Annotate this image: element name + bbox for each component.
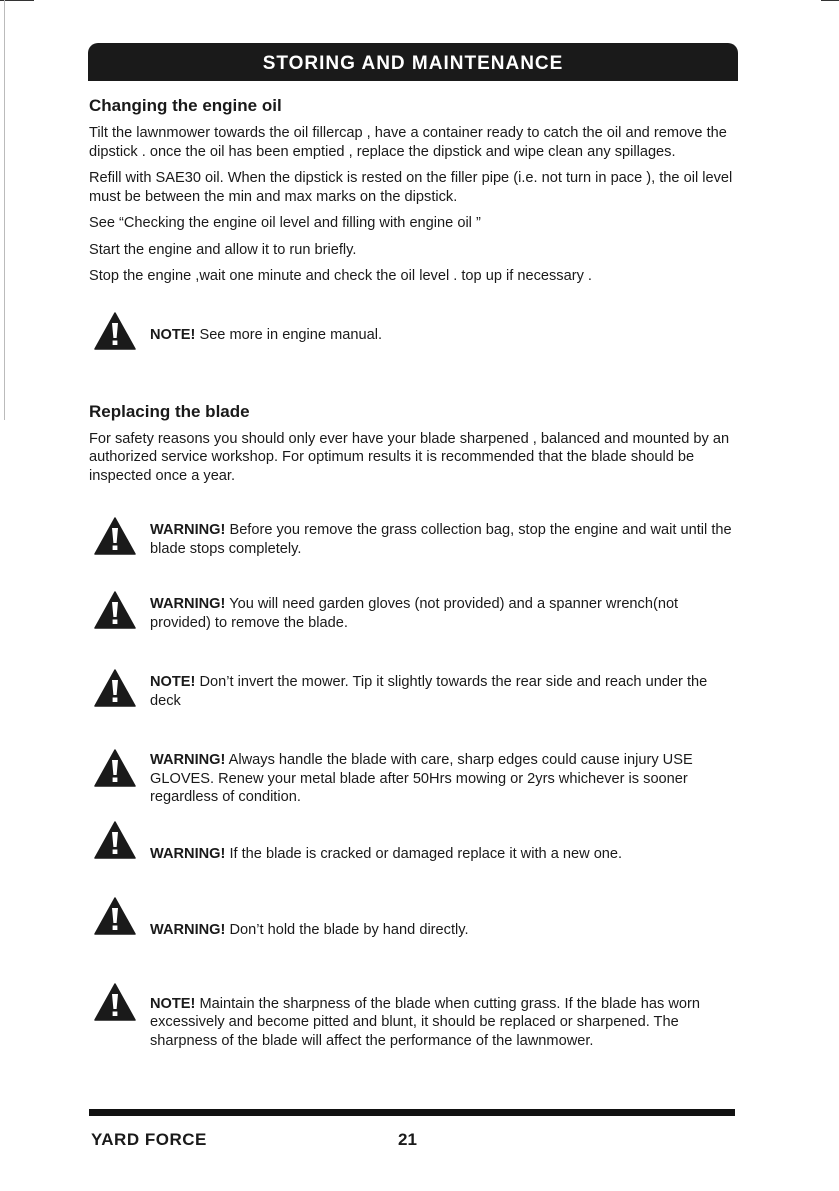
paragraph: Refill with SAE30 oil. When the dipstick is rested on the filler pipe (i.e. not turn in pace ), the oil level must be between the min and max marks on the dipstick. <box>89 170 733 205</box>
notice-label: WARNING! <box>150 596 226 612</box>
page-title: STORING AND MAINTENANCE <box>262 53 564 74</box>
footer-rule <box>89 1109 735 1116</box>
notice-text: Don’t hold the blade by hand directly. <box>225 921 469 938</box>
notice-text: Always handle the blade with care, sharp edges could cause injury USE GLOVES. Renew your metal blade after 50Hrs mowing or 2yrs whichever is sooner regardless of condition. <box>150 752 693 805</box>
warning-triangle-icon <box>94 749 136 787</box>
notice-label: WARNING! <box>150 522 226 538</box>
paragraph: See “Checking the engine oil level and filling with engine oil ” <box>89 215 481 231</box>
notice-item <box>89 669 739 711</box>
notice-item <box>89 747 739 807</box>
section-heading-replacing-blade: Replacing the blade <box>89 401 250 421</box>
scan-edge-top-left <box>0 0 34 1</box>
section-heading-engine-oil: Changing the engine oil <box>89 96 282 115</box>
paragraph: Start the engine and allow it to run briefly. <box>89 241 357 258</box>
notice-item <box>89 983 739 1051</box>
paragraph: For safety reasons you should only ever have your blade sharpened , balanced and mounted by an authorized service workshop. For optimum results it is recommended that the blade should be inspected once a year. <box>89 430 730 484</box>
notice-item <box>89 821 739 885</box>
brand-logo: YARD FORCE <box>91 1130 207 1149</box>
warning-triangle-icon <box>94 591 136 629</box>
warning-triangle-icon <box>94 821 136 859</box>
page-number: 21 <box>398 1130 417 1149</box>
notice-text: Don’t invert the mower. Tip it slightly towards the rear side and reach under the deck <box>150 674 708 709</box>
notice-text: Before you remove the grass collection bag, stop the engine and wait until the blade stops completely. <box>150 522 732 557</box>
scan-edge-left <box>4 0 5 420</box>
warning-triangle-icon <box>94 669 136 707</box>
notice-item <box>89 897 739 961</box>
notice-label: WARNING! <box>150 921 226 938</box>
warning-triangle-icon <box>94 312 136 350</box>
notice-text: If the blade is cracked or damaged replace it with a new one. <box>225 845 623 862</box>
warning-triangle-icon <box>94 517 136 555</box>
notice-engine-manual <box>89 312 739 364</box>
paragraph: Stop the engine ,wait one minute and check the oil level . top up if necessary . <box>89 268 592 284</box>
paragraph: Tilt the lawnmower towards the oil fillercap , have a container ready to catch the oil and remove the dipstick . once the oil has been emptied , replace the dipstick and wipe clean any spillages. <box>89 125 727 160</box>
scan-edge-top-right <box>821 0 839 1</box>
notice-label: WARNING! <box>150 752 226 768</box>
section-header-bar <box>88 43 738 81</box>
notice-text: Maintain the sharpness of the blade when cutting grass. If the blade has worn excessively and become pitted and blunt, it should be replaced or sharpened. The sharpness of the blade will affect the performance of the lawnmower. <box>150 995 701 1049</box>
notice-item <box>89 591 739 633</box>
notice-text: You will need garden gloves (not provided) and a spanner wrench(not provided) to remove the blade. <box>150 596 679 631</box>
notice-text: See more in engine manual. <box>195 326 382 343</box>
notice-label: WARNING! <box>150 845 226 862</box>
warning-triangle-icon <box>94 983 136 1021</box>
content-area <box>89 96 739 1050</box>
notice-label: NOTE! <box>150 995 196 1012</box>
warning-triangle-icon <box>94 897 136 935</box>
notice-item <box>89 517 739 559</box>
notice-label: NOTE! <box>150 326 196 343</box>
notice-label: NOTE! <box>150 674 196 690</box>
